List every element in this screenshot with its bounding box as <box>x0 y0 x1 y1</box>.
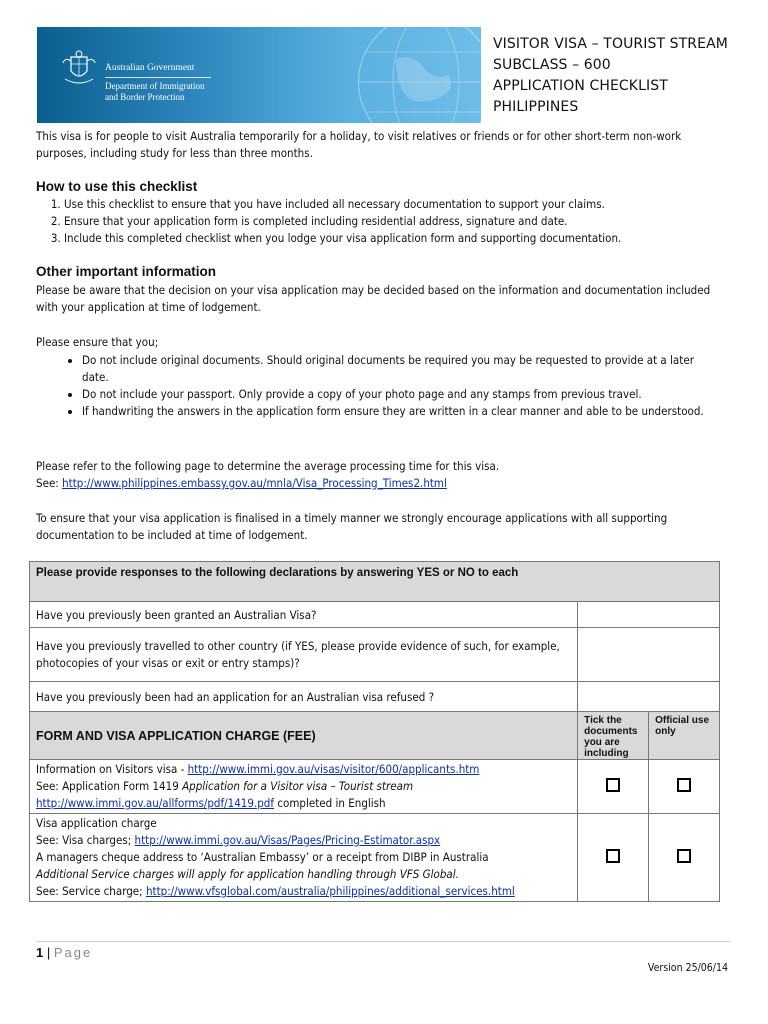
vfs-note <box>36 866 571 883</box>
applicants-link[interactable]: http://www.immi.gov.au/visas/visitor/600/applicants.htm <box>187 762 480 776</box>
other-info-paragraph: Please be aware that the decision on your visa application may be decided based on the information and documentation included with your application at time of lodgement. <box>36 283 711 314</box>
page-number <box>36 945 92 960</box>
tick-column-header: Tick the documents you are including <box>578 712 649 760</box>
globe-icon <box>341 27 481 123</box>
pricing-estimator-link[interactable]: http://www.immi.gov.au/Visas/Pages/Pricing-Estimator.aspx <box>134 833 441 847</box>
answer-field-1[interactable] <box>578 602 720 628</box>
how-to-item-3: 3. Include this completed checklist when you lodge your visa application form and supporting documentation. <box>64 230 726 247</box>
vfs-note-text: Additional Service charges will apply for application handling through VFS Global. <box>36 867 459 881</box>
question-3: Have you previously been had an application for an Australian visa refused ? <box>30 682 578 712</box>
coat-of-arms-icon <box>61 49 97 89</box>
tick-checkbox-1[interactable] <box>606 778 620 792</box>
fee-row-2-content <box>30 814 578 902</box>
how-to-item-1: 1. Use this checklist to ensure that you have included all necessary documentation to support your claims. <box>64 196 726 213</box>
charges-line <box>36 832 571 849</box>
official-checkbox-2[interactable] <box>677 849 691 863</box>
declarations-header-row <box>30 562 720 602</box>
page-separator: | <box>43 945 54 960</box>
ensure-bullets-container <box>36 352 716 420</box>
answer-field-2[interactable] <box>578 628 720 682</box>
official-checkbox-1[interactable] <box>677 778 691 792</box>
fee-row-1 <box>30 760 720 814</box>
official-cell-1 <box>649 760 720 814</box>
title-line-3: APPLICATION CHECKLIST <box>493 78 668 94</box>
document-title-block <box>493 34 728 118</box>
service-line <box>36 883 571 900</box>
fee-header-row <box>30 712 720 760</box>
intro-paragraph: This visa is for people to visit Australia temporarily for a holiday, to visit relatives or friends or for other short-term non-work purposes, including study for less than three months. <box>36 129 682 160</box>
info-label: Information on Visitors visa - <box>36 762 188 776</box>
tick-cell-2 <box>578 814 649 902</box>
question-2: Have you previously travelled to other country (if YES, please provide evidence of such, for example, photocopies of your visas or exit or entry stamps)? <box>30 628 578 682</box>
cheque-line: A managers cheque address to ‘Australian Embassy’ or a receipt from DIBP in Australia <box>36 850 489 864</box>
gov-line-2: Department of Immigration <box>105 81 205 91</box>
government-text <box>105 63 211 103</box>
page-word: Page <box>53 945 93 960</box>
fee-row-1-content <box>30 760 578 814</box>
processing-time-text <box>36 458 726 492</box>
ensure-bullet-2: • Do not include your passport. Only provide a copy of your photo page and any stamps from previous travel. <box>82 386 716 403</box>
how-to-list-container <box>36 196 726 247</box>
official-cell-2 <box>649 814 720 902</box>
see-service-label: See: Service charge; <box>36 884 146 898</box>
vfs-service-link[interactable]: http://www.vfsglobal.com/australia/philippines/additional_services.html <box>145 884 515 898</box>
gov-line-1: Australian Government <box>105 63 211 78</box>
how-to-heading: How to use this checklist <box>36 179 198 194</box>
see-label: See: <box>36 476 63 490</box>
ensure-bullet-3: • If handwriting the answers in the application form ensure they are written in a clear manner and able to be understood. <box>82 403 716 420</box>
version-label: Version 25/06/14 <box>647 962 728 974</box>
declarations-header: Please provide responses to the following declarations by answering YES or NO to each <box>30 562 720 602</box>
title-line-4: PHILIPPINES <box>493 99 579 115</box>
ensure-bullets <box>36 352 716 420</box>
tick-cell-1 <box>578 760 649 814</box>
question-row-2 <box>30 628 720 682</box>
refer-text: Please refer to the following page to determine the average processing time for this visa. <box>36 459 500 473</box>
fee-title: FORM AND VISA APPLICATION CHARGE (FEE) <box>30 712 578 760</box>
see-form-label: See: Application Form 1419 <box>36 779 183 793</box>
form-line <box>36 778 571 795</box>
other-info-heading: Other important information <box>36 264 216 279</box>
tick-checkbox-2[interactable] <box>606 849 620 863</box>
form-name: Application for a Visitor visa – Tourist stream <box>182 779 414 793</box>
answer-field-3[interactable] <box>578 682 720 712</box>
see-line <box>36 475 726 492</box>
government-banner <box>37 27 481 123</box>
ensure-bullet-1: • Do not include original documents. Should original documents be required you may be requested to provide at a later date. <box>82 352 716 386</box>
processing-times-link[interactable]: http://www.philippines.embassy.gov.au/mnla/Visa_Processing_Times2.html <box>62 476 447 490</box>
encourage-paragraph: To ensure that your visa application is finalised in a timely manner we strongly encourage applications with all supporting documentation to be included at time of lodgement. <box>36 511 668 542</box>
fee-row-2 <box>30 814 720 902</box>
how-to-list <box>36 196 726 247</box>
title-line-1: VISITOR VISA – TOURIST STREAM <box>493 36 728 52</box>
charge-line: Visa application charge <box>36 816 157 830</box>
info-line <box>36 761 571 778</box>
declarations-table <box>29 561 720 902</box>
question-1: Have you previously been granted an Australian Visa? <box>30 602 578 628</box>
question-row-1 <box>30 602 720 628</box>
form-link-line <box>36 795 571 812</box>
see-charges-label: See: Visa charges; <box>36 833 135 847</box>
title-line-2: SUBCLASS – 600 <box>493 57 611 73</box>
footer-divider <box>36 941 731 942</box>
question-row-3 <box>30 682 720 712</box>
form-1419-link[interactable]: http://www.immi.gov.au/allforms/pdf/1419.pdf <box>36 796 275 810</box>
form-suffix: completed in English <box>274 796 386 810</box>
ensure-intro: Please ensure that you; <box>36 335 159 349</box>
gov-line-3: and Border Protection <box>105 92 185 102</box>
page-number-value: 1 <box>36 945 44 960</box>
official-use-header: Official use only <box>649 712 720 760</box>
how-to-item-2: 2. Ensure that your application form is completed including residential address, signature and date. <box>64 213 726 230</box>
